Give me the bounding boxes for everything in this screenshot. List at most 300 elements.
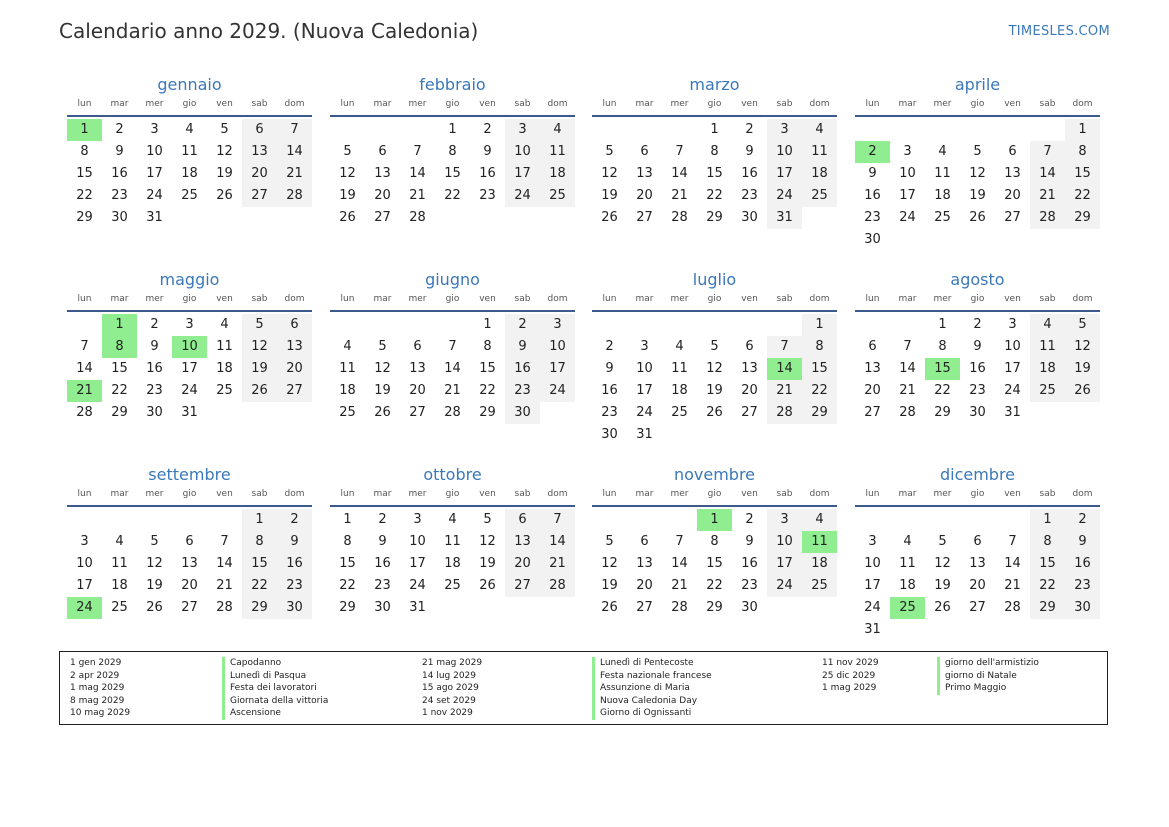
weekday-label: dom xyxy=(809,294,830,304)
holiday-day-cell: 1 xyxy=(697,509,732,531)
day-cell: 19 xyxy=(339,188,356,203)
day-cell: 17 xyxy=(181,361,198,376)
day-cell: 30 xyxy=(601,427,618,442)
holiday-legend xyxy=(59,651,1108,725)
day-cell: 3 xyxy=(767,119,802,141)
day-cell: 7 xyxy=(413,144,422,159)
day-grid xyxy=(592,314,837,446)
day-cell: 5 xyxy=(605,534,614,549)
weekday-label: mer xyxy=(933,294,952,304)
day-cell: 26 xyxy=(1065,380,1100,402)
empty-cell xyxy=(662,509,697,531)
day-cell: 22 xyxy=(242,575,277,597)
empty-cell xyxy=(592,119,627,141)
weekday-label: ven xyxy=(479,99,496,109)
month-settembre xyxy=(67,464,312,619)
day-cell: 19 xyxy=(1065,358,1100,380)
empty-cell xyxy=(1030,119,1065,141)
day-cell: 18 xyxy=(216,361,233,376)
weekday-label: dom xyxy=(284,99,305,109)
day-cell: 31 xyxy=(636,427,653,442)
day-cell: 16 xyxy=(111,166,128,181)
day-cell: 19 xyxy=(242,358,277,380)
day-cell: 18 xyxy=(540,163,575,185)
day-cell: 28 xyxy=(899,405,916,420)
day-cell: 12 xyxy=(339,166,356,181)
legend-holiday-name: Festa dei lavoratori xyxy=(230,683,317,694)
day-cell: 1 xyxy=(448,122,457,137)
day-cell: 3 xyxy=(640,339,649,354)
weekday-label: mer xyxy=(670,294,689,304)
day-cell: 10 xyxy=(636,361,653,376)
day-cell: 5 xyxy=(483,512,492,527)
day-cell: 2 xyxy=(973,317,982,332)
day-cell: 11 xyxy=(339,361,356,376)
holiday-day-cell: 8 xyxy=(102,336,137,358)
day-cell: 18 xyxy=(181,166,198,181)
legend-holiday-name: Festa nazionale francese xyxy=(600,670,712,681)
day-cell: 23 xyxy=(601,405,618,420)
day-cell: 23 xyxy=(1065,575,1100,597)
day-cell: 22 xyxy=(706,578,723,593)
weekday-label: mar xyxy=(373,294,392,304)
day-cell: 19 xyxy=(601,188,618,203)
day-grid xyxy=(67,314,312,424)
day-cell: 21 xyxy=(671,578,688,593)
header-rule xyxy=(592,115,837,117)
weekday-label: dom xyxy=(1072,489,1093,499)
holiday-day-cell: 15 xyxy=(925,358,960,380)
day-cell: 13 xyxy=(741,361,758,376)
month-novembre xyxy=(592,464,837,619)
weekday-label: sab xyxy=(514,489,531,499)
empty-cell xyxy=(400,119,435,141)
legend-holiday-name: Nuova Caledonia Day xyxy=(600,695,698,706)
day-cell: 1 xyxy=(802,314,837,336)
day-cell: 14 xyxy=(277,141,312,163)
holiday-day-cell: 1 xyxy=(67,119,102,141)
weekday-label: dom xyxy=(1072,99,1093,109)
weekday-label: dom xyxy=(284,294,305,304)
day-cell: 29 xyxy=(934,405,951,420)
day-cell: 30 xyxy=(741,210,758,225)
month-name: novembre xyxy=(673,465,756,484)
empty-cell xyxy=(330,119,365,141)
day-cell: 7 xyxy=(1008,534,1017,549)
day-cell: 12 xyxy=(1065,336,1100,358)
day-cell: 3 xyxy=(505,119,540,141)
holiday-day-cell: 14 xyxy=(767,358,802,380)
day-cell: 21 xyxy=(671,188,688,203)
empty-cell xyxy=(137,509,172,531)
day-cell: 19 xyxy=(934,578,951,593)
day-cell: 9 xyxy=(378,534,387,549)
header-rule xyxy=(67,115,312,117)
empty-cell xyxy=(330,314,365,336)
empty-cell xyxy=(592,509,627,531)
day-cell: 6 xyxy=(413,339,422,354)
legend-names-column xyxy=(937,657,1039,695)
day-cell: 2 xyxy=(150,317,159,332)
day-cell: 25 xyxy=(934,210,951,225)
day-cell: 23 xyxy=(277,575,312,597)
day-cell: 7 xyxy=(448,339,457,354)
weekday-label: mar xyxy=(898,489,917,499)
day-cell: 13 xyxy=(374,166,391,181)
day-cell: 19 xyxy=(374,383,391,398)
day-cell: 3 xyxy=(540,314,575,336)
weekday-label: ven xyxy=(1004,489,1021,499)
day-cell: 21 xyxy=(277,163,312,185)
weekday-label: gio xyxy=(445,489,460,499)
day-cell: 4 xyxy=(938,144,947,159)
weekday-label: gio xyxy=(182,294,197,304)
day-cell: 23 xyxy=(741,578,758,593)
weekday-header xyxy=(67,97,312,111)
day-cell: 25 xyxy=(181,188,198,203)
day-cell: 17 xyxy=(767,163,802,185)
weekday-label: lun xyxy=(865,99,880,109)
day-cell: 20 xyxy=(505,553,540,575)
header-rule xyxy=(855,115,1100,117)
weekday-label: sab xyxy=(1039,489,1056,499)
month-gennaio xyxy=(67,74,312,229)
legend-holiday-name: Giornata della vittoria xyxy=(230,695,329,706)
legend-date: 21 mag 2029 xyxy=(422,658,483,668)
weekday-label: lun xyxy=(340,99,355,109)
day-cell: 14 xyxy=(671,556,688,571)
day-cell: 21 xyxy=(899,383,916,398)
day-cell: 6 xyxy=(242,119,277,141)
day-cell: 22 xyxy=(1030,575,1065,597)
month-agosto xyxy=(855,269,1100,424)
weekday-label: sab xyxy=(776,99,793,109)
day-cell: 1 xyxy=(710,122,719,137)
legend-dates-column xyxy=(70,657,130,720)
header-rule xyxy=(330,115,575,117)
weekday-label: dom xyxy=(809,489,830,499)
day-cell: 24 xyxy=(636,405,653,420)
day-cell: 30 xyxy=(111,210,128,225)
day-cell: 4 xyxy=(675,339,684,354)
day-cell: 16 xyxy=(864,188,881,203)
day-cell: 16 xyxy=(969,361,986,376)
day-cell: 17 xyxy=(899,188,916,203)
legend-holiday-name: Primo Maggio xyxy=(945,683,1007,694)
legend-holiday-name: Ascensione xyxy=(230,708,281,719)
day-cell: 16 xyxy=(741,166,758,181)
empty-cell xyxy=(890,509,925,531)
day-cell: 5 xyxy=(378,339,387,354)
weekday-label: mer xyxy=(933,99,952,109)
day-cell: 4 xyxy=(185,122,194,137)
empty-cell xyxy=(662,314,697,336)
day-grid xyxy=(330,314,575,424)
holiday-day-cell: 2 xyxy=(855,141,890,163)
day-cell: 6 xyxy=(973,534,982,549)
day-cell: 11 xyxy=(671,361,688,376)
day-cell: 12 xyxy=(601,556,618,571)
day-cell: 14 xyxy=(1030,163,1065,185)
weekday-label: ven xyxy=(216,489,233,499)
day-cell: 12 xyxy=(969,166,986,181)
day-cell: 17 xyxy=(767,553,802,575)
day-grid xyxy=(855,509,1100,641)
holiday-day-cell: 10 xyxy=(172,336,207,358)
month-febbraio xyxy=(330,74,575,229)
day-cell: 20 xyxy=(1004,188,1021,203)
day-cell: 4 xyxy=(903,534,912,549)
day-cell: 20 xyxy=(374,188,391,203)
legend-holiday-name: Lunedì di Pasqua xyxy=(230,670,307,681)
day-cell: 27 xyxy=(505,575,540,597)
day-cell: 7 xyxy=(540,509,575,531)
weekday-label: sab xyxy=(251,489,268,499)
day-cell: 29 xyxy=(242,597,277,619)
header-rule xyxy=(855,310,1100,312)
day-cell: 14 xyxy=(540,531,575,553)
day-cell: 11 xyxy=(899,556,916,571)
day-cell: 27 xyxy=(969,600,986,615)
day-cell: 3 xyxy=(1008,317,1017,332)
day-cell: 18 xyxy=(899,578,916,593)
legend-holiday-name: giorno di Natale xyxy=(945,670,1017,681)
weekday-label: lun xyxy=(77,294,92,304)
header-rule xyxy=(330,505,575,507)
weekday-header xyxy=(855,97,1100,111)
weekday-label: ven xyxy=(1004,99,1021,109)
weekday-label: sab xyxy=(514,99,531,109)
day-cell: 14 xyxy=(444,361,461,376)
empty-cell xyxy=(365,314,400,336)
day-cell: 28 xyxy=(671,600,688,615)
legend-date: 25 dic 2029 xyxy=(822,670,876,681)
legend-date: 1 gen 2029 xyxy=(70,658,122,668)
day-cell: 17 xyxy=(505,163,540,185)
day-cell: 22 xyxy=(802,380,837,402)
day-cell: 9 xyxy=(745,534,754,549)
empty-cell xyxy=(627,509,662,531)
day-cell: 16 xyxy=(505,358,540,380)
day-cell: 10 xyxy=(409,534,426,549)
weekday-label: ven xyxy=(216,99,233,109)
weekday-label: gio xyxy=(707,99,722,109)
weekday-header xyxy=(330,97,575,111)
day-cell: 18 xyxy=(802,163,837,185)
day-cell: 8 xyxy=(710,534,719,549)
day-cell: 29 xyxy=(706,210,723,225)
weekday-label: gio xyxy=(707,489,722,499)
empty-cell xyxy=(697,314,732,336)
weekday-label: dom xyxy=(809,99,830,109)
day-cell: 12 xyxy=(934,556,951,571)
weekday-label: gio xyxy=(445,99,460,109)
day-cell: 21 xyxy=(216,578,233,593)
month-name: febbraio xyxy=(419,75,486,94)
weekday-label: mer xyxy=(408,294,427,304)
page-title: Calendario anno 2029. (Nuova Caledonia) xyxy=(59,19,479,43)
weekday-label: sab xyxy=(251,294,268,304)
weekday-label: mer xyxy=(408,489,427,499)
day-cell: 16 xyxy=(146,361,163,376)
day-cell: 15 xyxy=(242,553,277,575)
weekday-header xyxy=(592,487,837,501)
weekday-label: lun xyxy=(602,294,617,304)
day-cell: 28 xyxy=(277,185,312,207)
day-cell: 1 xyxy=(1065,119,1100,141)
site-brand-link[interactable]: TIMESLES.COM xyxy=(1008,24,1110,39)
day-cell: 20 xyxy=(864,383,881,398)
day-cell: 29 xyxy=(706,600,723,615)
day-cell: 7 xyxy=(675,534,684,549)
header-rule xyxy=(592,310,837,312)
empty-cell xyxy=(102,509,137,531)
weekday-label: lun xyxy=(602,489,617,499)
day-cell: 20 xyxy=(636,188,653,203)
weekday-label: ven xyxy=(741,99,758,109)
day-cell: 24 xyxy=(146,188,163,203)
day-cell: 18 xyxy=(671,383,688,398)
weekday-header xyxy=(855,487,1100,501)
day-cell: 10 xyxy=(76,556,93,571)
day-cell: 22 xyxy=(1065,185,1100,207)
day-cell: 27 xyxy=(181,600,198,615)
weekday-label: sab xyxy=(251,99,268,109)
legend-date: 15 ago 2029 xyxy=(422,683,479,694)
day-cell: 28 xyxy=(76,405,93,420)
weekday-label: gio xyxy=(970,294,985,304)
day-cell: 22 xyxy=(444,188,461,203)
month-name: giugno xyxy=(425,270,480,289)
day-cell: 10 xyxy=(899,166,916,181)
day-cell: 12 xyxy=(601,166,618,181)
weekday-label: mer xyxy=(670,489,689,499)
day-cell: 25 xyxy=(671,405,688,420)
holiday-day-cell: 25 xyxy=(890,597,925,619)
empty-cell xyxy=(925,119,960,141)
day-cell: 4 xyxy=(1030,314,1065,336)
day-cell: 9 xyxy=(973,339,982,354)
weekday-label: mar xyxy=(373,489,392,499)
day-cell: 11 xyxy=(934,166,951,181)
day-cell: 11 xyxy=(802,141,837,163)
day-cell: 19 xyxy=(216,166,233,181)
weekday-label: lun xyxy=(865,489,880,499)
day-cell: 24 xyxy=(540,380,575,402)
legend-date: 1 mag 2029 xyxy=(822,683,877,694)
day-cell: 25 xyxy=(216,383,233,398)
day-cell: 4 xyxy=(220,317,229,332)
day-cell: 20 xyxy=(741,383,758,398)
holiday-day-cell: 21 xyxy=(67,380,102,402)
legend-date: 11 nov 2029 xyxy=(822,658,879,668)
weekday-label: dom xyxy=(547,99,568,109)
weekday-label: gio xyxy=(182,489,197,499)
legend-dates-column xyxy=(422,657,482,720)
day-cell: 26 xyxy=(216,188,233,203)
empty-cell xyxy=(67,314,102,336)
empty-cell xyxy=(960,509,995,531)
month-maggio xyxy=(67,269,312,424)
day-cell: 15 xyxy=(479,361,496,376)
day-cell: 2 xyxy=(745,512,754,527)
day-cell: 17 xyxy=(636,383,653,398)
day-cell: 13 xyxy=(1004,166,1021,181)
day-cell: 14 xyxy=(76,361,93,376)
month-luglio xyxy=(592,269,837,446)
day-grid xyxy=(855,314,1100,424)
weekday-label: ven xyxy=(479,489,496,499)
weekday-label: mar xyxy=(373,99,392,109)
legend-names-column xyxy=(222,657,328,720)
day-cell: 9 xyxy=(745,144,754,159)
day-cell: 15 xyxy=(1065,163,1100,185)
day-cell: 15 xyxy=(706,166,723,181)
empty-cell xyxy=(995,509,1030,531)
legend-date: 10 mag 2029 xyxy=(70,708,131,719)
month-name: settembre xyxy=(148,465,231,484)
day-cell: 28 xyxy=(767,402,802,424)
day-grid xyxy=(330,509,575,619)
day-cell: 6 xyxy=(868,339,877,354)
day-cell: 28 xyxy=(409,210,426,225)
day-cell: 23 xyxy=(864,210,881,225)
empty-cell xyxy=(925,509,960,531)
empty-cell xyxy=(890,314,925,336)
weekday-label: mer xyxy=(933,489,952,499)
day-cell: 20 xyxy=(636,578,653,593)
weekday-header xyxy=(330,487,575,501)
day-cell: 31 xyxy=(864,622,881,637)
day-cell: 13 xyxy=(636,166,653,181)
header-rule xyxy=(330,310,575,312)
day-cell: 23 xyxy=(111,188,128,203)
weekday-label: mar xyxy=(635,99,654,109)
day-cell: 5 xyxy=(938,534,947,549)
day-cell: 7 xyxy=(903,339,912,354)
day-cell: 29 xyxy=(339,600,356,615)
weekday-label: sab xyxy=(1039,99,1056,109)
empty-cell xyxy=(662,119,697,141)
day-cell: 13 xyxy=(505,531,540,553)
day-cell: 9 xyxy=(1065,531,1100,553)
day-cell: 12 xyxy=(374,361,391,376)
day-cell: 15 xyxy=(111,361,128,376)
day-cell: 6 xyxy=(378,144,387,159)
day-cell: 2 xyxy=(483,122,492,137)
day-cell: 25 xyxy=(339,405,356,420)
day-cell: 4 xyxy=(802,119,837,141)
day-cell: 11 xyxy=(540,141,575,163)
day-cell: 17 xyxy=(409,556,426,571)
day-cell: 30 xyxy=(864,232,881,247)
day-cell: 11 xyxy=(181,144,198,159)
weekday-label: gio xyxy=(445,294,460,304)
day-cell: 24 xyxy=(899,210,916,225)
weekday-label: sab xyxy=(776,489,793,499)
day-cell: 31 xyxy=(181,405,198,420)
empty-cell xyxy=(207,509,242,531)
day-cell: 19 xyxy=(706,383,723,398)
day-cell: 23 xyxy=(374,578,391,593)
day-cell: 13 xyxy=(181,556,198,571)
day-cell: 12 xyxy=(216,144,233,159)
day-cell: 15 xyxy=(76,166,93,181)
day-cell: 2 xyxy=(277,509,312,531)
weekday-label: mer xyxy=(408,99,427,109)
month-name: maggio xyxy=(159,270,220,289)
day-cell: 8 xyxy=(1065,141,1100,163)
